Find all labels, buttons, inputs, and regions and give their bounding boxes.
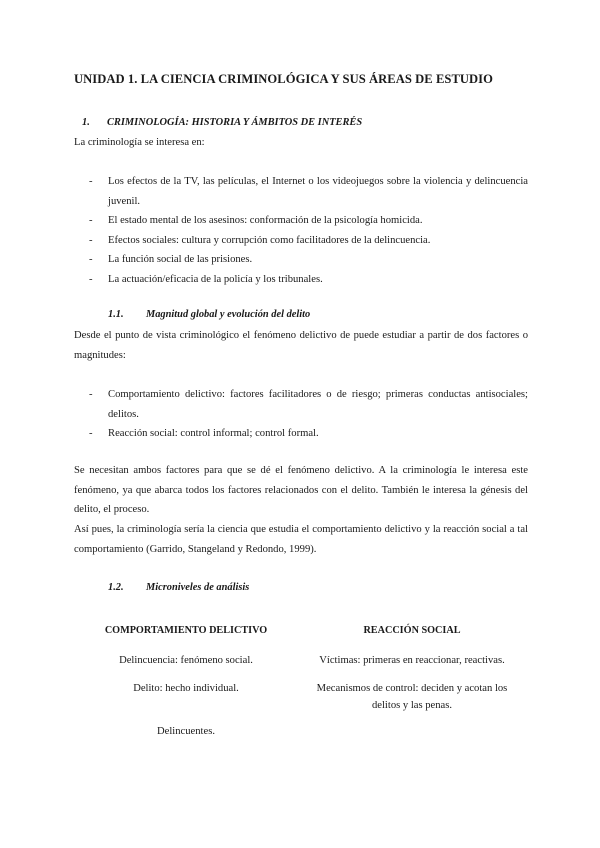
section-1-intro: La criminología se interesa en: bbox=[74, 137, 205, 148]
left-column-item: Delincuencia: fenómeno social. bbox=[119, 655, 253, 666]
list-dash: - bbox=[89, 273, 93, 285]
section-1-heading bbox=[82, 117, 362, 128]
list-dash: - bbox=[89, 428, 93, 439]
document-title: UNIDAD 1. LA CIENCIA CRIMINOLÓGICA Y SUS ÁREAS DE ESTUDIO bbox=[74, 72, 493, 86]
left-column-heading: COMPORTAMIENTO DELICTIVO bbox=[104, 625, 268, 636]
section-1-number: 1. bbox=[82, 117, 90, 128]
list-dash: - bbox=[89, 215, 93, 226]
list-item: - La función social de las prisiones. bbox=[74, 250, 528, 270]
left-column-item: Delincuentes. bbox=[157, 726, 215, 737]
list-item: - La actuación/eficacia de la policía y los tribunales. bbox=[74, 270, 528, 290]
right-column-item: Víctimas: primeras en reaccionar, reactivas. bbox=[319, 655, 505, 666]
section-1-title: CRIMINOLOGÍA: HISTORIA Y ÁMBITOS DE INTERÉS bbox=[107, 117, 363, 128]
section-1-1-list bbox=[74, 385, 528, 444]
list-item: - Efectos sociales: cultura y corrupción como facilitadores de la delincuencia. bbox=[74, 231, 528, 251]
list-item: - El estado mental de los asesinos: conformación de la psicología homicida. bbox=[74, 211, 528, 231]
list-item: - Reacción social: control informal; control formal. bbox=[74, 424, 528, 444]
section-1-1-heading bbox=[108, 309, 310, 320]
list-dash: - bbox=[89, 254, 93, 265]
section-1-1-number: 1.1. bbox=[108, 309, 124, 320]
list-dash: - bbox=[89, 176, 93, 187]
section-1-1-paragraph-2: Así pues, la criminología sería la ciencia que estudia el comportamiento delictivo y la reacción social a tal comportamiento (Garrido, Stangeland y Redondo, 1999). bbox=[74, 524, 528, 555]
section-1-1-paragraph-1: Se necesitan ambos factores para que se dé el fenómeno delictivo. A la criminología le interesa este fenómeno, ya que abarca todos los factores relacionados con el delito. También le interesa la génesis del delito, el proceso. bbox=[74, 465, 528, 515]
list-item: - Los efectos de la TV, las películas, el Internet o los videojuegos sobre la violencia y delincuencia juvenil. bbox=[74, 172, 528, 211]
section-1-1-title: Magnitud global y evolución del delito bbox=[146, 309, 311, 320]
list-dash: - bbox=[89, 389, 93, 400]
right-column-item: Mecanismos de control: deciden y acotan los delitos y las penas. bbox=[316, 683, 508, 711]
list-item: - Comportamiento delictivo: factores facilitadores o de riesgo; primeras conductas antisociales; delitos. bbox=[74, 385, 528, 424]
left-column-item: Delito: hecho individual. bbox=[133, 683, 239, 694]
right-column-heading: REACCIÓN SOCIAL bbox=[363, 625, 461, 636]
section-1-2-heading bbox=[108, 582, 249, 593]
list-dash: - bbox=[89, 234, 93, 246]
section-1-2-title: Microniveles de análisis bbox=[146, 582, 250, 593]
section-1-2-number: 1.2. bbox=[108, 582, 124, 593]
section-1-list bbox=[74, 172, 528, 289]
section-1-1-intro: Desde el punto de vista criminológico el fenómeno delictivo de puede estudiar a partir de dos factores o magnitudes: bbox=[74, 330, 528, 361]
